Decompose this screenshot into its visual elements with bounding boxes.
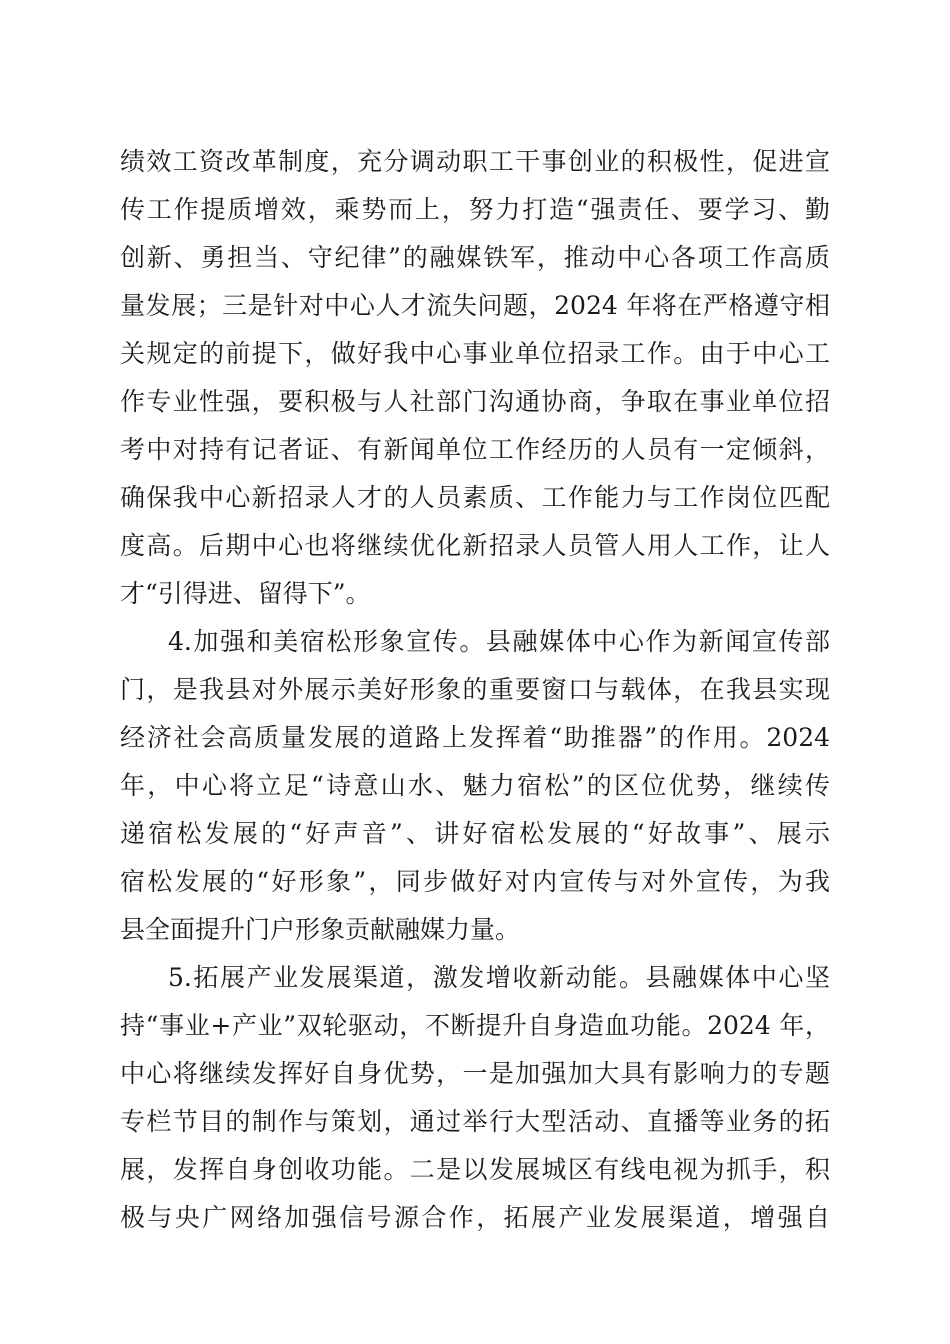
text-line: 创新、勇担当、守纪律”的融媒铁军，推动中心各项工作高质 xyxy=(120,243,830,272)
text-line: 递宿松发展的“好声音”、讲好宿松发展的“好故事”、展示 xyxy=(120,819,830,848)
text-line: 量发展；三是针对中心人才流失问题，2024 年将在严格遵守相 xyxy=(120,291,830,320)
text-line: 考中对持有记者证、有新闻单位工作经历的人员有一定倾斜， xyxy=(120,435,830,464)
text-line: 持“事业+产业”双轮驱动，不断提升自身造血功能。2024 年， xyxy=(120,1011,830,1040)
text-line: 展，发挥自身创收功能。二是以发展城区有线电视为抓手，积 xyxy=(120,1155,830,1184)
text-line: 度高。后期中心也将继续优化新招录人员管人用人工作，让人 xyxy=(120,531,830,560)
section-5-heading-line: 5.拓展产业发展渠道，激发增收新动能。县融媒体中心坚 xyxy=(168,963,830,992)
paragraph-end-line: 才“引得进、留得下”。 xyxy=(120,579,371,608)
text-line: 传工作提质增效，乘势而上，努力打造“强责任、要学习、勤 xyxy=(120,195,830,224)
text-line: 确保我中心新招录人才的人员素质、工作能力与工作岗位匹配 xyxy=(120,483,830,512)
text-line: 经济社会高质量发展的道路上发挥着“助推器”的作用。2024 xyxy=(120,723,830,752)
text-line: 宿松发展的“好形象”，同步做好对内宣传与对外宣传，为我 xyxy=(120,867,830,896)
text-line: 绩效工资改革制度，充分调动职工干事创业的积极性，促进宣 xyxy=(120,147,830,176)
section-4-heading-line: 4.加强和美宿松形象宣传。县融媒体中心作为新闻宣传部 xyxy=(168,627,830,656)
text-line: 年，中心将立足“诗意山水、魅力宿松”的区位优势，继续传 xyxy=(120,771,830,800)
text-line: 门，是我县对外展示美好形象的重要窗口与载体，在我县实现 xyxy=(120,675,830,704)
body-text xyxy=(120,138,830,1242)
text-line: 专栏节目的制作与策划，通过举行大型活动、直播等业务的拓 xyxy=(120,1107,830,1136)
text-line: 关规定的前提下，做好我中心事业单位招录工作。由于中心工 xyxy=(120,339,830,368)
text-line: 作专业性强，要积极与人社部门沟通协商，争取在事业单位招 xyxy=(120,387,830,416)
paragraph-end-line: 县全面提升门户形象贡献融媒力量。 xyxy=(120,915,521,944)
text-line: 中心将继续发挥好自身优势，一是加强加大具有影响力的专题 xyxy=(120,1059,830,1088)
text-line: 极与央广网络加强信号源合作，拓展产业发展渠道，增强自 xyxy=(120,1203,830,1232)
